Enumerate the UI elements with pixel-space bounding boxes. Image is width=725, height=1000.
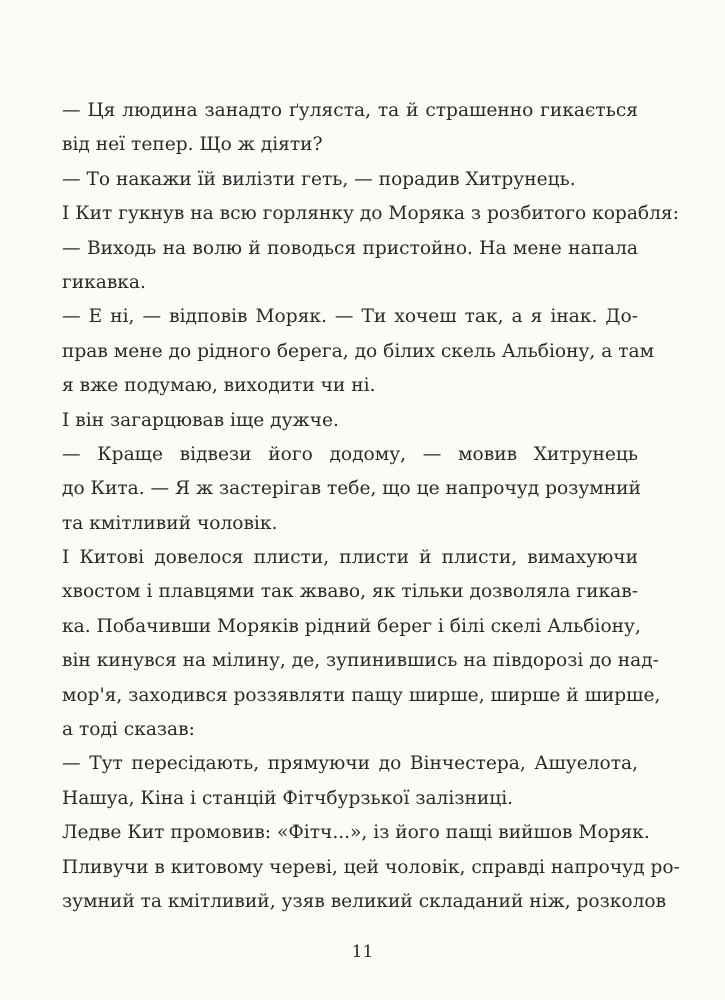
text-line: Нашуа, Кіна і станцій Фітчбурзької залізниці. — [62, 787, 514, 809]
text-line: він кинувся на мілину, де, зупинившись на півдорозі до над- — [62, 650, 659, 672]
text-line: від неї тепер. Що ж діяти? — [62, 134, 323, 156]
body-text — [62, 94, 680, 919]
page-number: 11 — [351, 942, 374, 962]
text-line: — Ця людина занадто ґуляста, та й страшенно гикається — [62, 100, 638, 121]
text-line: Ледве Кит промовив: «Фітч...», із його пащі вийшов Моряк. — [62, 822, 650, 844]
text-line: та кмітливий чоловік. — [62, 512, 278, 534]
text-line: а тоді сказав: — [62, 719, 195, 741]
text-line: прав мене до рідного берега, до білих скель Альбіону, а там — [62, 340, 655, 362]
text-line: я вже подумаю, виходити чи ні. — [62, 375, 376, 397]
text-line: І він загарцював іще дужче. — [62, 409, 339, 431]
text-line: мор'я, заходився роззявляти пащу ширше, ширше й ширше, — [62, 684, 661, 706]
text-line: зумний та кмітливий, узяв великий складаний ніж, розколов — [62, 890, 667, 912]
text-line: — То накажи їй вилізти геть, — порадив Хитрунець. — [62, 168, 576, 190]
text-line: Пливучи в китовому череві, цей чоловік, справді напрочуд ро- — [62, 856, 680, 878]
text-line: до Кита. — Я ж застерігав тебе, що це напрочуд розумний — [62, 478, 641, 500]
text-line: ка. Побачивши Моряків рідний берег і білі скелі Альбіону, — [62, 615, 641, 637]
text-line: І Кит гукнув на всю горлянку до Моряка з розбитого корабля: — [62, 203, 679, 225]
text-line: — Виходь на волю й поводься пристойно. На мене напала — [62, 237, 638, 259]
text-line: — Краще відвези його додому, — мовив Хитрунець — [62, 443, 638, 465]
text-line: гикавка. — [62, 271, 146, 293]
text-line: І Китові довелося плисти, плисти й плисти, вимахуючи — [62, 547, 638, 569]
text-line: — Е ні, — відповів Моряк. — Ти хочеш так, а я інак. До- — [62, 306, 638, 328]
text-line: — Тут пересідають, прямуючи до Вінчестера, Ашуелота, — [62, 753, 638, 775]
text-line: хвостом і плавцями так жваво, як тільки дозволяла гикав- — [62, 581, 638, 603]
